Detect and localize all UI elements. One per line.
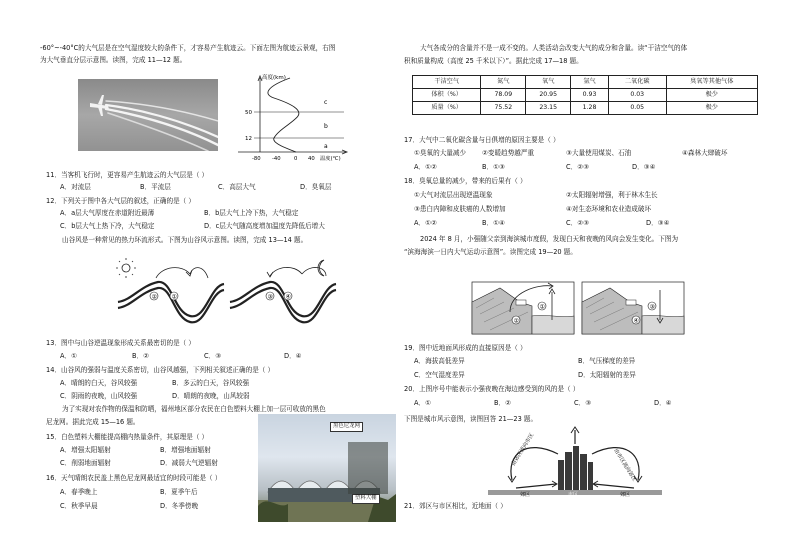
sun-icon [116, 258, 136, 278]
table-cell: 极少 [666, 102, 757, 115]
q12-option-d[interactable]: D．c层大气随高度增加温度先降低后增大 [204, 222, 325, 230]
q16-option-c[interactable]: C．秋季早晨 [60, 502, 98, 510]
q14-stem: 14．山谷风的强弱与温度关系密切，山谷风越强，下列相关叙述正确的是（ ） [46, 366, 275, 374]
city-label-downtown: 市区 [568, 492, 579, 498]
q16-option-a[interactable]: A．春季晚上 [60, 488, 98, 496]
city-label-suburb-left: 郊区 [520, 492, 531, 498]
fig1-tick-x1: -80 [252, 156, 261, 162]
fig2-circle-1: ① [171, 293, 177, 301]
fig2-circle-2: ② [151, 293, 157, 301]
q12-option-b[interactable]: B．b层大气上冷下热，大气稳定 [204, 209, 299, 217]
table-cell: 0.05 [608, 102, 666, 115]
fig2-circle-4: ④ [285, 293, 291, 301]
q17-item-2: ②变暖趋势越严重 [482, 149, 535, 157]
fig1-tick-x3: 0 [294, 156, 298, 162]
intro-17-18-line2: 积和质量构成（高度 25 千米以下）”。据此完成 17—18 题。 [404, 57, 583, 65]
q19-option-a[interactable]: A．海拔高低差异 [414, 357, 465, 365]
q14-option-a[interactable]: A．晴朗的白天，谷风较强 [60, 379, 138, 387]
atmosphere-layer-diagram [232, 72, 378, 164]
q18-option-a[interactable]: A．①② [414, 219, 437, 227]
q15-option-a[interactable]: A．增强太阳辐射 [60, 446, 111, 454]
q18-option-d[interactable]: D．③④ [646, 219, 670, 227]
q16-stem: 16．天气晴朗农民盖上黑色尼龙网最适宜的时段可能是（ ） [46, 474, 222, 482]
city-buildings-icon [558, 446, 593, 490]
intro-21-23: 下图是城市风示意图，读图回答 21—23 题。 [404, 415, 538, 423]
contrail-photo [78, 79, 218, 151]
fig1-tick-x2: -40 [272, 156, 281, 162]
q17-option-a[interactable]: A．①② [414, 163, 437, 171]
table-row [413, 89, 758, 102]
air-composition-table [412, 75, 758, 115]
q17-option-b[interactable]: B．①③ [482, 163, 505, 171]
fig1-axis-title: 高度(km) [262, 75, 286, 81]
q17-item-1: ①臭氧的大量减少 [414, 149, 467, 157]
intro-11-12-line1: -60°~-40°C的大气层是在空气湿度较大的条件下，才容易产生航迹云。下面左图为航迹云景观，右图 [40, 44, 336, 52]
q13-option-d[interactable]: D．④ [284, 352, 302, 360]
q20-option-d[interactable]: D．④ [654, 399, 672, 407]
intro-15-16-line1: 为了实现对农作物的保温和防晒，福州地区部分农民在白色塑料大棚上加一层可收放的黑色 [62, 405, 326, 413]
q19-option-c[interactable]: C．空气湿度差异 [414, 371, 465, 379]
fig1-layer-b: b [324, 123, 328, 130]
house-icon [516, 300, 526, 305]
fig1-tick-x4: 40 [308, 156, 315, 162]
q17-option-c[interactable]: C．②③ [566, 163, 590, 171]
q14-option-d[interactable]: D．晴朗的夜晚，山风较弱 [172, 392, 250, 400]
q11-stem: 11．当客机飞行时，更容易产生航迹云的大气层是（ ） [46, 171, 209, 179]
q18-option-c[interactable]: C．②③ [566, 219, 590, 227]
q21-stem: 21．郊区与市区相比，近地面（ ） [404, 502, 507, 510]
q19-stem: 19．图中近地面风形成的直接原因是（ ） [404, 344, 527, 352]
sea-fig-circle-1: ① [539, 303, 545, 311]
intro-11-12-line2: 为大气垂直分层示意图。读图，完成 11—12 题。 [40, 56, 187, 64]
table-header-cell: 二氧化碳 [608, 76, 666, 89]
city-label-city-to-suburb: 由市区流向郊区 [612, 447, 638, 483]
q13-option-c[interactable]: C．③ [204, 352, 222, 360]
q17-item-4: ④森林大肆破坏 [682, 149, 728, 157]
q18-item-3: ③患白内障和皮肤癌的人数增加 [414, 205, 506, 213]
q15-stem: 15．白色塑料大棚能提高棚内热量条件，其原理是（ ） [46, 433, 209, 441]
fig1-layer-a: a [324, 143, 328, 150]
table-cell: 0.93 [571, 89, 609, 102]
table-cell: 78.09 [481, 89, 526, 102]
q17-option-d[interactable]: D．③④ [632, 163, 656, 171]
table-header-cell: 干洁空气 [413, 76, 481, 89]
q18-stem: 18．臭氧总量的减少，带来的后果有（ ） [404, 177, 527, 185]
table-cell: 质量（%） [413, 102, 481, 115]
sea-fig-circle-3: ③ [649, 303, 655, 311]
q13-stem: 13．图中与山谷逆温现象形成关系最密切的是（ ） [46, 339, 195, 347]
q20-option-b[interactable]: B．② [494, 399, 512, 407]
q19-option-d[interactable]: D．太阳辐射的差异 [578, 371, 636, 379]
intro-19-20-line2: “滨海海滨一日内大气运动示意图”。读图完成 19—20 题。 [404, 248, 577, 256]
q18-item-1: ①大气对流层出现逆温现象 [414, 191, 493, 199]
photo-label-nylon-net: 黑色尼龙网 [330, 422, 363, 432]
q15-option-b[interactable]: B．增强地面辐射 [160, 446, 211, 454]
q15-option-d[interactable]: D．减弱大气逆辐射 [160, 459, 218, 467]
q16-option-d[interactable]: D．冬季傍晚 [160, 502, 199, 510]
q20-option-c[interactable]: C．③ [574, 399, 592, 407]
city-label-suburb-to-city: 由郊区流向市区 [510, 432, 536, 468]
q18-item-4: ④对生态环境和农业造成破坏 [566, 205, 652, 213]
q20-option-a[interactable]: A．① [414, 399, 432, 407]
intro-15-16-line2: 尼龙网。据此完成 15—16 题。 [46, 418, 140, 426]
intro-19-20-line1: 2024 年 8 月，小强随父亲到海滨城市度假，发现白天和夜晚的风向会发生变化。下图为 [420, 235, 679, 243]
table-cell: 23.15 [526, 102, 571, 115]
q18-option-b[interactable]: B．①④ [482, 219, 505, 227]
fig1-tick-12: 12 [245, 136, 252, 142]
table-header-row [413, 76, 758, 89]
q14-option-c[interactable]: C．阴雨的夜晚，山风较强 [60, 392, 138, 400]
q12-stem: 12．下列关于图中各大气层的叙述，正确的是（ ） [46, 197, 195, 205]
table-header-cell: 氧气 [526, 76, 571, 89]
q18-item-2: ②太阳辐射增强，利于林木生长 [566, 191, 658, 199]
sea-breeze-diagram [470, 262, 688, 336]
table-cell: 75.52 [481, 102, 526, 115]
mountain-valley-wind-diagram [112, 252, 338, 330]
fig2-circle-3: ③ [267, 293, 273, 301]
city-wind-diagram [486, 424, 664, 498]
sea-fig-circle-2: ② [513, 317, 519, 325]
q11-option-b[interactable]: B．平流层 [140, 183, 171, 191]
q11-option-a[interactable]: A．对流层 [60, 183, 91, 191]
q12-option-a[interactable]: A．a层大气厚度在赤道附近最薄 [60, 209, 155, 217]
q13-option-b[interactable]: B．② [132, 352, 150, 360]
sea-fig-circle-4: ④ [633, 317, 639, 325]
table-cell: 体积（%） [413, 89, 481, 102]
fig1-tick-50: 50 [245, 110, 252, 116]
q11-option-d[interactable]: D．臭氧层 [300, 183, 332, 191]
house-icon [626, 300, 636, 305]
q16-option-b[interactable]: B．夏季午后 [160, 488, 198, 496]
q12-option-c[interactable]: C．b层大气上热下冷，大气稳定 [60, 222, 155, 230]
q11-option-c[interactable]: C．高层大气 [218, 183, 256, 191]
q19-option-b[interactable]: B．气压梯度的差异 [578, 357, 636, 365]
table-cell: 20.95 [526, 89, 571, 102]
q17-stem: 17．大气中二氧化碳含量与日俱增的原因主要是（ ） [404, 136, 560, 144]
table-header-cell: 臭氧等其他气体 [666, 76, 757, 89]
table-row [413, 102, 758, 115]
table-header-cell: 氮气 [481, 76, 526, 89]
table-header-cell: 氩气 [571, 76, 609, 89]
intro-13-14: 山谷风是一种常见的热力环流形式。下图为山谷风示意图。读图，完成 13—14 题。 [62, 236, 308, 244]
q20-stem: 20．上图序号中能表示小强夜晚在海边感受到的风的是（ ） [404, 385, 580, 393]
table-cell: 1.28 [571, 102, 609, 115]
q13-option-a[interactable]: A．① [60, 352, 78, 360]
greenhouse-photo [258, 414, 396, 522]
city-label-suburb-right: 郊区 [620, 492, 631, 498]
q14-option-b[interactable]: B．多云的白天，谷风较强 [172, 379, 250, 387]
table-cell: 0.03 [608, 89, 666, 102]
q17-item-3: ③大量使用煤炭、石油 [566, 149, 632, 157]
intro-17-18-line1: 大气各成分的含量并不是一成不变的。人类活动会改变大气的成分和含量。读“干洁空气的体 [420, 44, 688, 52]
fig1-xlabel: 温度(℃) [320, 156, 341, 162]
q15-option-c[interactable]: C．削弱地面辐射 [60, 459, 111, 467]
photo-label-plastic-greenhouse: 塑料大棚 [352, 494, 380, 504]
table-cell: 极少 [666, 89, 757, 102]
fig1-layer-c: c [324, 99, 328, 106]
